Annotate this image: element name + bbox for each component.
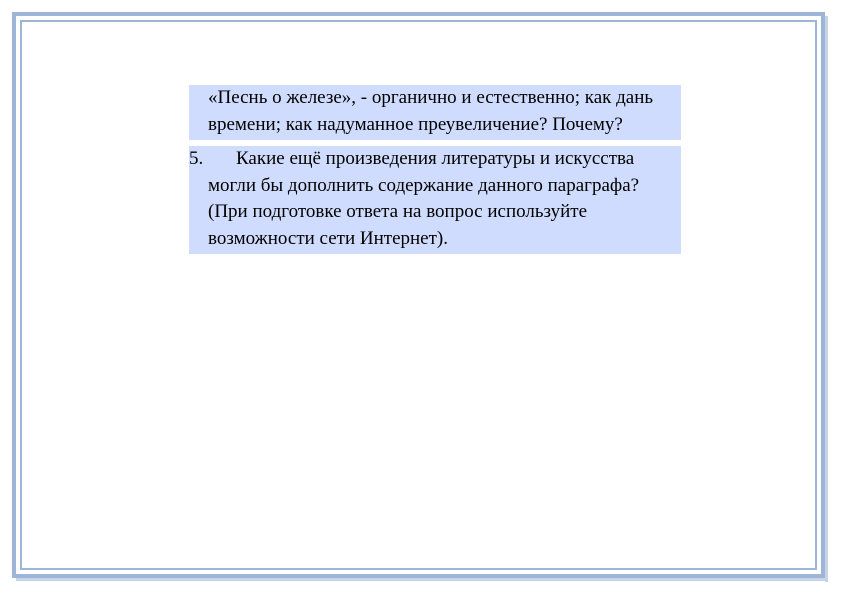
list-item-5 <box>189 146 681 254</box>
frame-shadow-right <box>825 16 828 582</box>
slide-text-block <box>189 85 681 254</box>
list-item-text: Какие ещё произведения литературы и искусства могли бы дополнить содержание данного параграфа? (При подготовке ответа на вопрос используйте возможности сети Интернет). <box>208 148 640 249</box>
list-item-text-wrap <box>208 146 675 252</box>
frame-shadow-bottom <box>16 578 828 581</box>
continued-paragraph: «Песнь о железе», - органично и естественно; как дань времени; как надуманное преувеличение? Почему? <box>189 85 681 140</box>
list-item-number: 5. <box>189 148 204 169</box>
list-item-row <box>189 146 675 252</box>
